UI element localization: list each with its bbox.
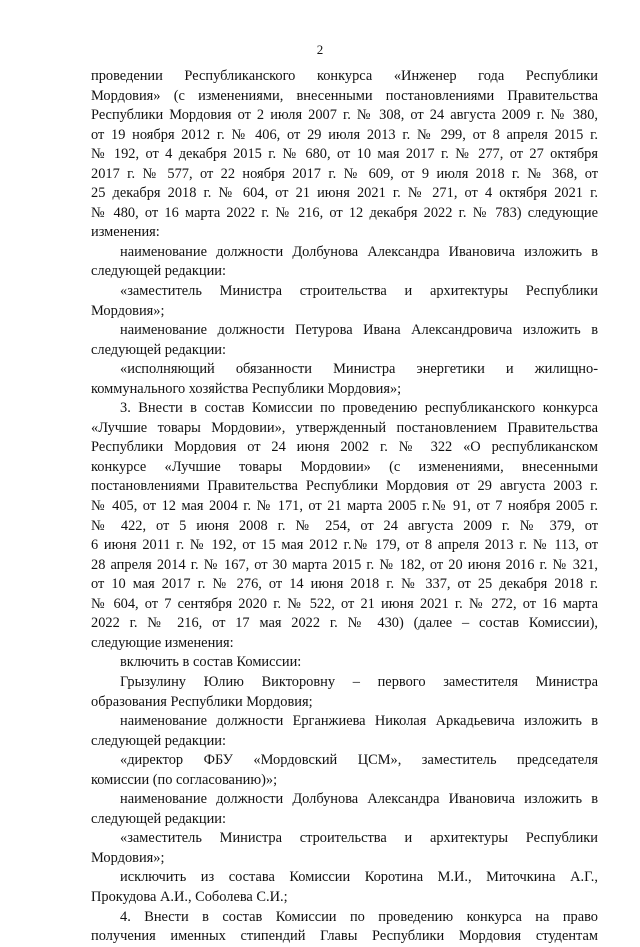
text-line: наименование должности Петурова Ивана Александровича изложить в [120, 322, 598, 339]
text-line: «заместитель Министра строительства и архитектуры Республики [120, 830, 598, 847]
text-line: № 604, от 7 сентября 2020 г. № 522, от 21 июня 2021 г. № 272, от 16 марта [91, 595, 598, 612]
text-line: 4. Внести в состав Комиссии по проведению конкурса на право [120, 908, 598, 925]
text-line: «исполняющий обязанности Министра энергетики и жилищно- [120, 361, 598, 378]
text-line: постановлениями Правительства Республики Мордовия от 29 августа 2003 г. [91, 478, 598, 495]
text-line: наименование должности Долбунова Александра Ивановича изложить в [120, 791, 598, 808]
text-line: «Лучшие товары Мордовии», утвержденный постановлением Правительства [91, 419, 598, 436]
text-line: следующей редакции: [91, 732, 226, 749]
text-line: № 480, от 16 марта 2022 г. № 216, от 12 декабря 2022 г. № 783) следующие [91, 204, 598, 221]
text-line: 2022 г. № 216, от 17 мая 2022 г. № 430) (далее – состав Комиссии), [91, 615, 598, 632]
text-line: Мордовия»; [91, 302, 165, 319]
text-line: наименование должности Долбунова Александра Ивановича изложить в [120, 243, 598, 260]
text-line: конкурсе «Лучшие товары Мордовии» (с изменениями, внесенными [91, 458, 598, 475]
text-line: образования Республики Мордовия; [91, 693, 313, 710]
text-line: следующей редакции: [91, 341, 226, 358]
text-line: 2017 г. № 577, от 22 ноября 2017 г. № 609, от 9 июля 2018 г. № 368, от [91, 165, 598, 182]
text-line: Грызулину Юлию Викторовну – первого заместителя Министра [120, 673, 598, 690]
document-body [91, 67, 598, 947]
text-line: проведении Республиканского конкурса «Инженер года Республики [91, 68, 598, 84]
text-line: получения именных стипендий Главы Республики Мордовия студентам [91, 928, 598, 945]
text-line: от 10 мая 2017 г. № 276, от 14 июня 2018 г. № 337, от 25 декабря 2018 г. [91, 576, 598, 593]
text-line: 28 апреля 2014 г. № 167, от 30 марта 2015 г. № 182, от 20 июня 2016 г. № 321, [91, 556, 598, 573]
text-line: Мордовия» (с изменениями, внесенными постановлениями Правительства [91, 87, 598, 104]
text-line: № 422, от 5 июня 2008 г. № 254, от 24 августа 2009 г. № 379, от [91, 517, 598, 534]
text-line: Республики Мордовия от 24 июня 2002 г. № 322 «О республиканском [91, 439, 598, 456]
text-line: 3. Внести в состав Комиссии по проведению республиканского конкурса [120, 400, 598, 417]
text-line: комиссии (по согласованию)»; [91, 771, 278, 788]
text-line: следующие изменения: [91, 634, 234, 651]
page-number: 2 [316, 42, 324, 57]
text-line: коммунального хозяйства Республики Мордовия»; [91, 380, 402, 397]
text-line: 25 декабря 2018 г. № 604, от 21 июня 2021 г. № 271, от 4 октября 2021 г. [91, 185, 598, 202]
text-line: «заместитель Министра строительства и архитектуры Республики [120, 283, 598, 300]
text-line: исключить из состава Комиссии Коротина М.И., Миточкина А.Г., [120, 869, 598, 886]
text-line: наименование должности Ерганжиева Николая Аркадьевича изложить в [120, 713, 598, 730]
text-line: следующей редакции: [91, 810, 226, 827]
text-line: № 192, от 4 декабря 2015 г. № 680, от 10 мая 2017 г. № 277, от 27 октября [91, 146, 598, 163]
text-line: включить в состав Комиссии: [120, 654, 302, 671]
text-line: Республики Мордовия от 2 июля 2007 г. № 308, от 24 августа 2009 г. № 380, [91, 107, 598, 124]
text-line: «директор ФБУ «Мордовский ЦСМ», заместитель председателя [120, 752, 598, 769]
text-line: Прокудова А.И., Соболева С.И.; [91, 888, 288, 905]
text-line: следующей редакции: [91, 263, 226, 280]
text-line: Мордовия»; [91, 849, 165, 866]
text-line: изменения: [91, 224, 160, 241]
text-line: № 405, от 12 мая 2004 г. № 171, от 21 марта 2005 г.№ 91, от 7 ноября 2005 г. [91, 498, 598, 515]
text-line: от 19 ноября 2012 г. № 406, от 29 июля 2013 г. № 299, от 8 апреля 2015 г. [91, 126, 598, 143]
text-line: 6 июня 2011 г. № 192, от 15 мая 2012 г.№ 179, от 8 апреля 2013 г. № 113, от [91, 537, 598, 554]
